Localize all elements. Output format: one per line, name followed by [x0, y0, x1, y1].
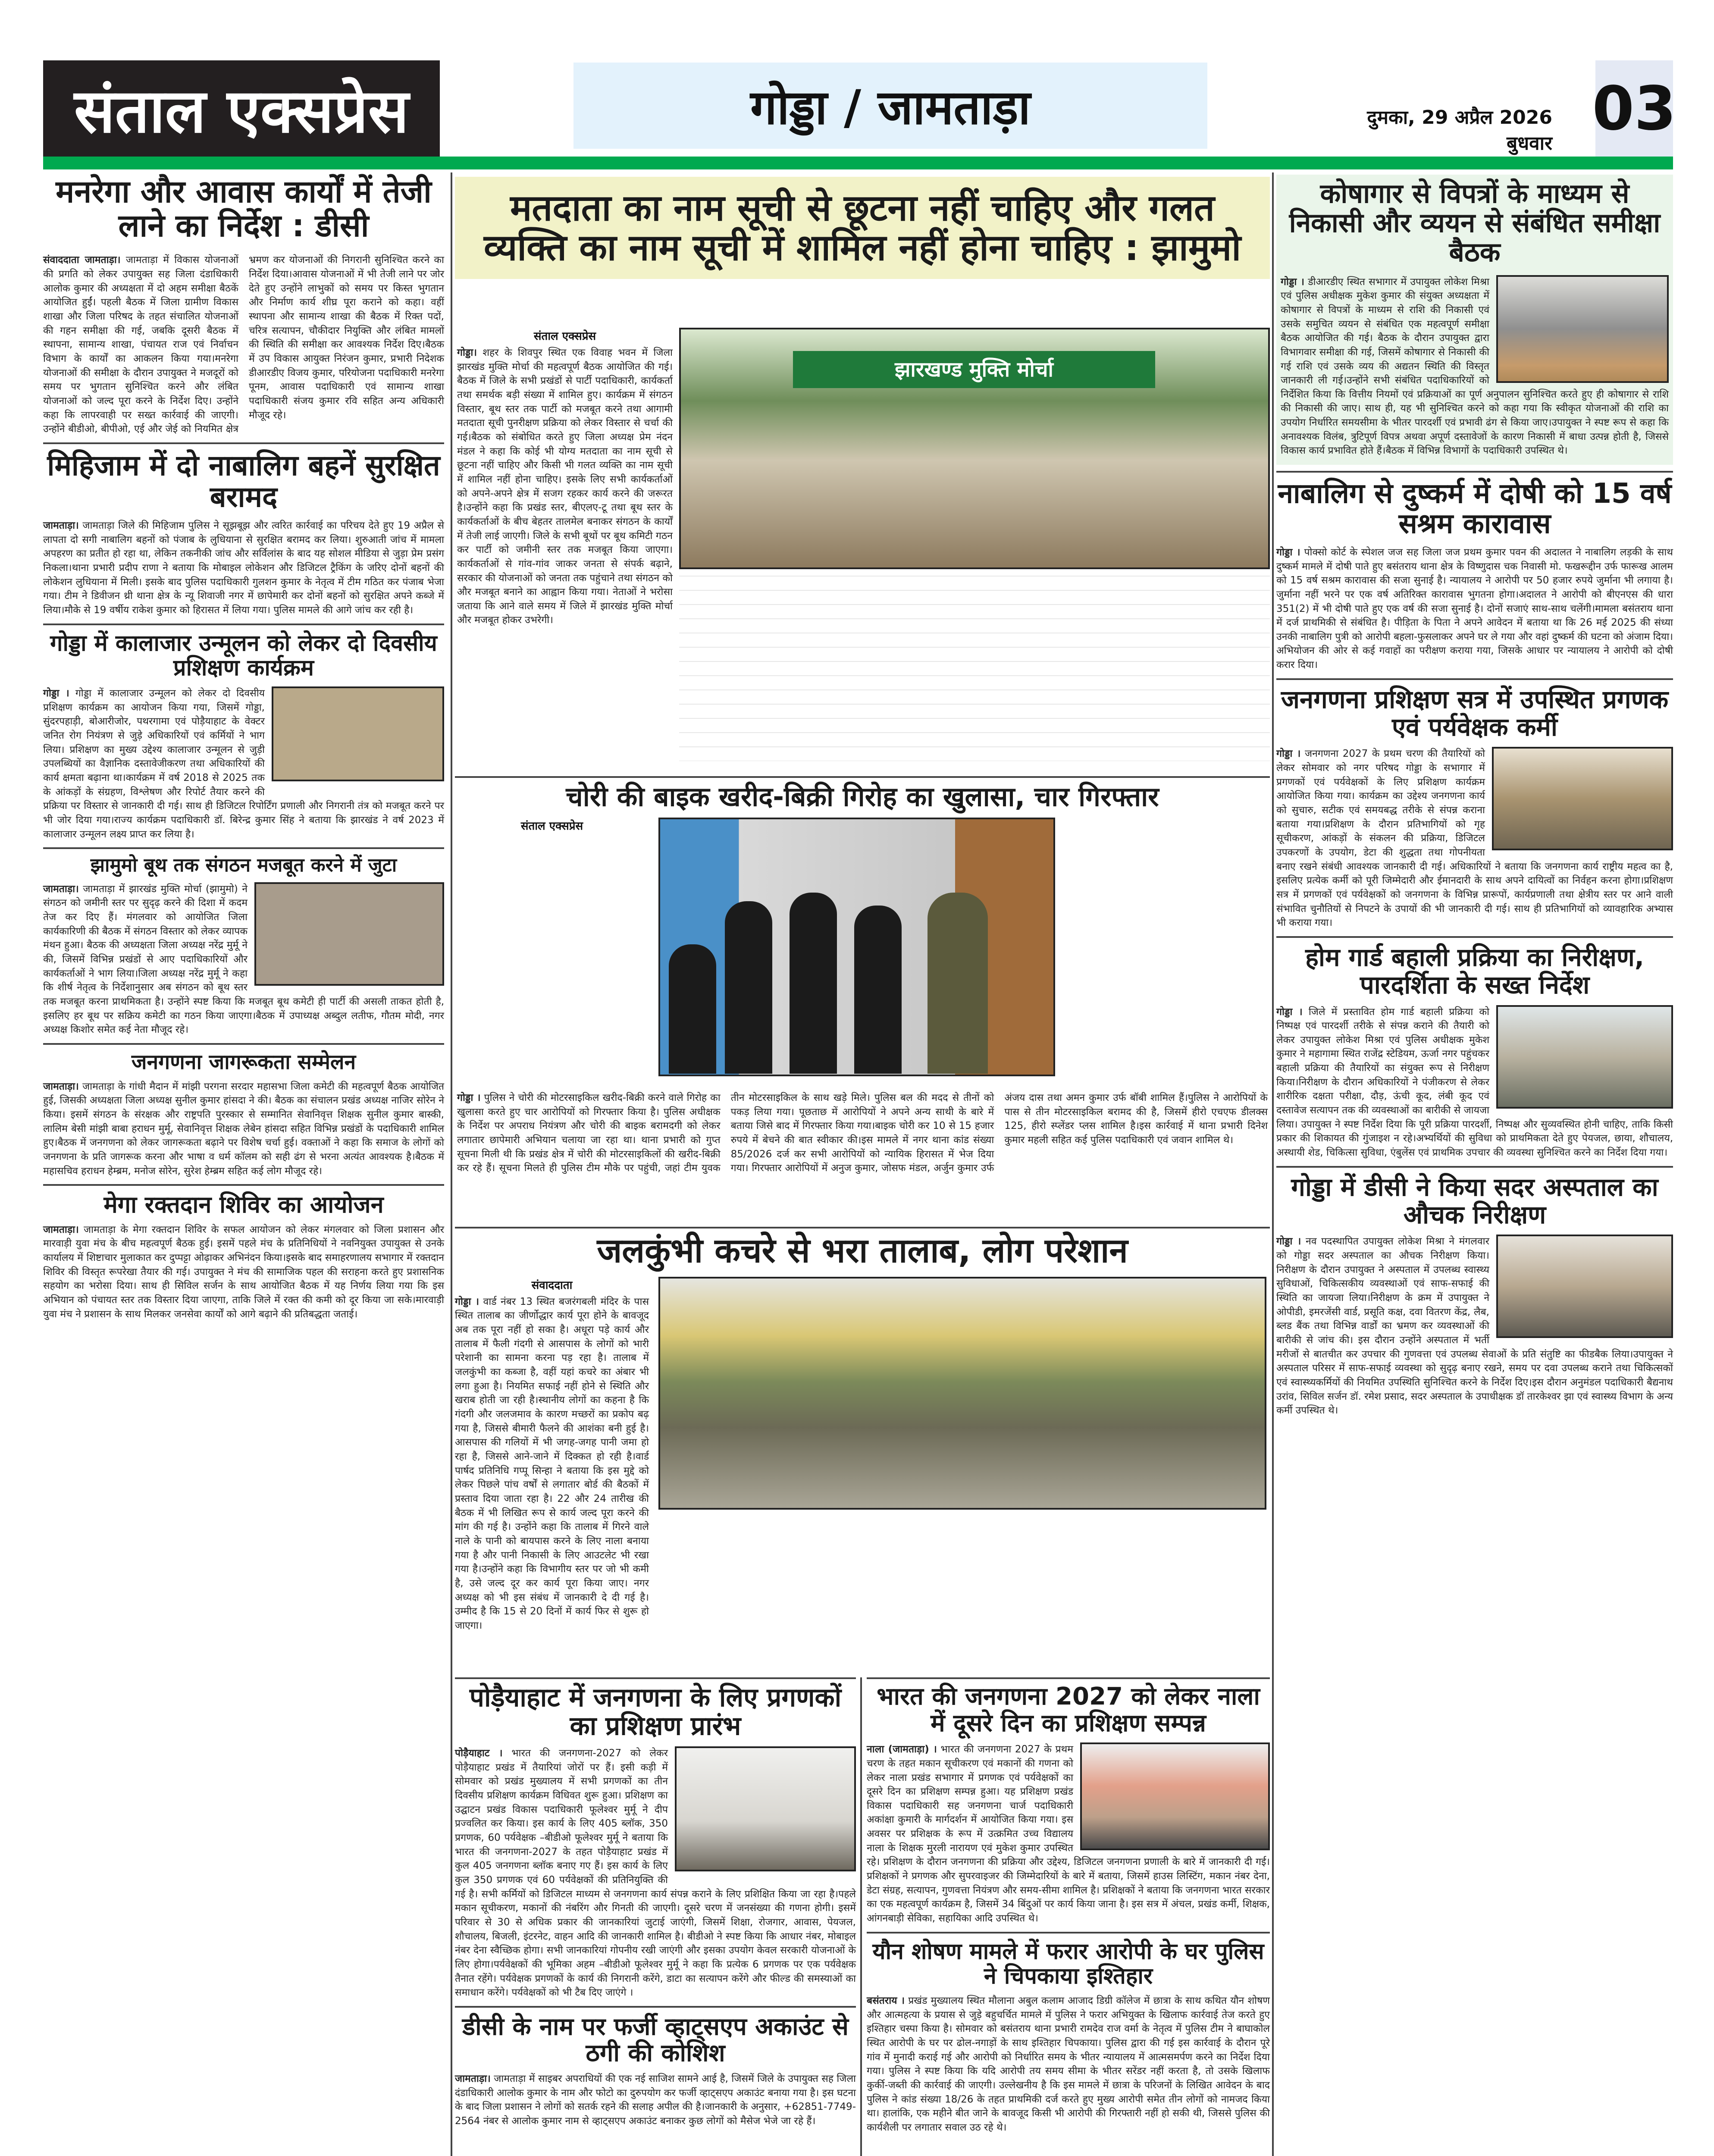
divider: [43, 442, 444, 444]
masthead-logo: संताल एक्सप्रेस: [43, 60, 440, 157]
header-divider: [43, 157, 1673, 169]
photo-arrested-accused: [658, 818, 1055, 1076]
dateline: गोड्डा ।: [1281, 276, 1304, 288]
divider: [43, 624, 444, 625]
article-text: जामताड़ा जिले की मिहिजाम पुलिस ने सूझबूझ और त्वरित कार्रवाई का परिचय देते हुए 19 अप्रैल से लापता दो सगी नाबालिग बहनों को पंजाब के लुधियाना से सुरक्षित बरामद कर लिया। शुरुआती जांच में मामला अपहरण का प्रतीत हो रहा था, लेकिन तकनीकी जांच और सर्विलांस के बाद यह सोशल मीडिया से जुड़ा प्रेम प्रसंग निकला।थाना प्रभारी प्रदीप राणा ने बताया कि मोबाइल लोकेशन और डिजिटल ट्रैकिंग के जरिए दोनों बहनों की लोकेशन लुधियाना में मिली। इसके बाद पुलिस पदाधिकारी गुलशन कुमार के नेतृत्व में टीम गठित कर पंजाब भेजा गया। टीम ने डिवीजन थ्री थाना क्षेत्र के न्यू शिवाजी नगर में छापेमारी कर दोनों बहनों को सुरक्षित अपने कब्जे में लिया।मौके से 19 वर्षीय राकेश कुमार को हिरासत में लिया गया। पुलिस मामले की आगे जांच कर रही है।: [43, 520, 445, 616]
article-body: [867, 1994, 1270, 2135]
headline: गोड्डा में कालाजार उन्मूलन को लेकर दो दिवसीय प्रशिक्षण कार्यक्रम: [50, 630, 437, 681]
dateline: गोड्डा ।: [1276, 1236, 1301, 1247]
dateline: जामताड़ा।: [43, 1081, 79, 1092]
photo-census-session: [1492, 747, 1673, 850]
headline: होम गार्ड बहाली प्रक्रिया का निरीक्षण, पारदर्शिता के सख्त निर्देश: [1305, 942, 1644, 1000]
article-body: [43, 519, 444, 617]
article-body: [867, 1742, 1270, 1926]
article-body: [43, 1080, 444, 1178]
article-mihijam: [43, 450, 444, 617]
dateline: जामताड़ा।: [43, 883, 79, 895]
photo-nala-training: [1080, 1742, 1270, 1850]
headline: भारत की जनगणना 2027 को लेकर नाला में दूसरे दिन का प्रशिक्षण सम्पन्न: [877, 1683, 1260, 1737]
article-text: जिले में प्रस्तावित होम गार्ड बहाली प्रक्रिया को निष्पक्ष एवं पारदर्शी तरीके से संपन्न कराने की तैयारी को लेकर उपायुक्त लोकेश मिश्रा एवं पुलिस अधीक्षक मुकेश कुमार ने महागामा स्थित राजेंद्र स्टेडियम, ऊर्जा नगर पहुंचकर बहाली प्रक्रिया की तैयारियों का संयुक्त रूप से निरीक्षण किया।निरीक्षण के दौरान अधिकारियों ने पंजीकरण से लेकर शारीरिक दक्षता परीक्षा, दौड़, ऊंची कूद, लंबी कूद एवं दस्तावेज सत्यापन तक की व्यवस्थाओं का बारीकी से जायजा लिया। उपायुक्त ने स्पष्ट निर्देश दिया कि पूरी प्रक्रिया पारदर्शी, निष्पक्ष और सुव्यवस्थित होनी चाहिए, ताकि किसी प्रकार की शिकायत की गुंजाइश न रहे।अभ्यर्थियों की सुविधा को प्राथमिकता देते हुए पेयजल, छाया, शौचालय, अस्थायी शेड, चिकित्सा सुविधा, एंबुलेंस एवं प्राथमिक उपचार की व्यवस्था सुनिश्चित करने का निर्देश दिया गया।: [1276, 1006, 1673, 1159]
article-text: गोड्डा में कालाजार उन्मूलन को लेकर दो दिवसीय प्रशिक्षण कार्यक्रम का आयोजन किया गया, जिसमें गोड्डा, सुंदरपहाड़ी, बोआरीजोर, पथरगामा एवं पोड़ैयाहाट के वेक्टर जनित रोग नियंत्रण से जुड़े अधिकारियों एवं कर्मियों ने भाग लिया। प्रशिक्षण का मुख्य उद्देश्य कालाजार उन्मूलन से जुड़ी उपलब्धियों का वैज्ञानिक दस्तावेजीकरण तथा अधिकारियों की कार्य क्षमता बढ़ाना था।कार्यक्रम में वर्ष 2018 से 2025 तक के आंकड़ों के संग्रहण, विश्लेषण और रिपोर्ट तैयार करने की प्रक्रिया पर विस्तार से जानकारी दी गई। साथ ही डिजिटल रिपोर्टिंग प्रणाली और निगरानी तंत्र को मजबूत करने पर भी जोर दिया गया।राज्य कार्यक्रम पदाधिकारी डॉ. बिरेन्द्र कुमार सिंह ने बताया कि झारखंड ने वर्ष 2023 में कालाजार उन्मूलन लक्ष्य प्राप्त कर लिया है।: [43, 688, 444, 840]
pond-col1: [455, 1277, 649, 1633]
pond-story-row: [455, 1277, 1270, 1633]
article-body: [455, 2072, 856, 2128]
byline: संताल एक्सप्रेस: [520, 820, 583, 833]
right-column: [1276, 175, 1673, 1418]
divider: [455, 2006, 856, 2008]
article-body: [1276, 1235, 1673, 1418]
headline: जनगणना जागरूकता सम्मेलन: [131, 1050, 356, 1074]
bike-story-row: [455, 818, 1270, 1076]
article-poraiyahat: [455, 1677, 856, 2128]
article-fake-whatsapp: [455, 2014, 856, 2128]
lead-headline-box: [455, 177, 1270, 279]
center-right-stack: [867, 1677, 1270, 2135]
headline: मेगा रक्तदान शिविर का आयोजन: [103, 1191, 384, 1219]
article-body: [43, 253, 444, 436]
article-body: [1276, 1005, 1673, 1160]
article-body: [43, 1223, 444, 1322]
hooded-person: [669, 944, 716, 1074]
headline: मतदाता का नाम सूची से छूटना नहीं चाहिए और गलत व्यक्ति का नाम सूची में शामिल नहीं होना चाहिए : झामुमो: [483, 187, 1241, 269]
article-text: भारत की जनगणना-2027 को लेकर पोड़ैयाहाट प्रखंड में तैयारियां जोरों पर हैं। इसी कड़ी में सोमवार को प्रखंड मुख्यालय में सभी प्रगणकों का तीन दिवसीय प्रशिक्षण कार्यक्रम विधिवत शुरू हुआ। प्रशिक्षण का उद्घाटन प्रखंड विकास पदाधिकारी फूलेश्वर मुर्मू ने दीप प्रज्वलित कर किया। इस कार्य के लिए 405 ब्लॉक, 350 प्रगणक, 60 पर्यवेक्षक –बीडीओ फूलेश्वर मुर्मू ने बताया कि भारत की जनगणना-2027 के तहत पोड़ैयाहाट प्रखंड में कुल 405 जनगणना ब्लॉक बनाए गए हैं। इस कार्य के लिए कुल 350 प्रगणक एवं 60 पर्यवेक्षकों की प्रतिनियुक्ति की गई है। सभी कर्मियों को डिजिटल माध्यम से जनगणना कार्य संपन्न कराने के लिए प्रशिक्षित किया जा रहा है।पहले मकान सूचीकरण, मकानों की नंबरिंग और गिनती की जाएगी। दूसरे चरण में जनसंख्या की गणना होगी। इसमें परिवार से 30 से अधिक प्रकार की जानकारियां जुटाई जाएंगी, जिसमें शिक्षा, रोजगार, आवास, पेयजल, शौचालय, बिजली, इंटरनेट, वाहन आदि की जानकारी शामिल है। बीडीओ ने स्पष्ट किया कि आधार नंबर, मोबाइल नंबर देना स्वैच्छिक होगा। सभी जानकारियां गोपनीय रखी जाएंगी और इसका उपयोग केवल सरकारी योजनाओं के लिए होगा।पर्यवेक्षकों की भूमिका अहम –बीडीओ फूलेश्वर मुर्मू ने कहा कि प्रत्येक 6 प्रगणक पर एक पर्यवेक्षक तैनात रहेंगे। पर्यवेक्षक प्रगणकों के कार्य की निगरानी करेंगे, डाटा का सत्यापन करेंगे और फील्ड की समस्याओं का समाधान करेंगे। पर्यवेक्षकों को भी टैब दिए जाएंगे ।: [455, 1748, 856, 1999]
photo-garbage-pond: [658, 1277, 1266, 1510]
headline: पोड़ैयाहाट में जनगणना के लिए प्रगणकों का प्रशिक्षण प्रारंभ: [469, 1683, 842, 1741]
headline: मनरेगा और आवास कार्यों में तेजी लाने का निर्देश : डीसी: [56, 173, 432, 244]
banner-text: झारखण्ड मुक्ति मोर्चा: [793, 351, 1155, 388]
headline: मिहिजाम में दो नाबालिग बहनें सुरक्षित बरामद: [47, 448, 440, 514]
article-pocso: [1276, 479, 1673, 672]
headline: यौन शोषण मामले में फरार आरोपी के घर पुलिस ने चिपकाया इश्तिहार: [872, 1938, 1264, 1989]
headline: डीसी के नाम पर फर्जी व्हाट्सएप अकाउंट से ठगी की कोशिश: [462, 2012, 849, 2068]
article-text: भारत की जनगणना 2027 के प्रथम चरण के तहत मकान सूचीकरण एवं मकानों की गणना को लेकर नाला प्रखंड सभागार में प्रगणक एवं पर्यवेक्षकों का दूसरे दिन का प्रशिक्षण सम्पन्न हुआ। यह प्रशिक्षण प्रखंड विकास पदाधिकारी सह जनगणना चार्ज पदाधिकारी अकांक्षा कुमारी के मार्गदर्शन में आयोजित किया गया। इस अवसर पर प्रशिक्षक के रूप में उत्क्रमित उच्च विद्यालय नाला के शिक्षक मुरली नारायण एवं मुकेश कुमार उपस्थित रहे। प्रशिक्षण के दौरान जनगणना की प्रक्रिया और उद्देश्य, डिजिटल जनगणना प्रणाली के बारे में जानकारी दी गई। प्रशिक्षकों ने प्रगणक और सुपरवाइजर की जिम्मेदारियों के बारे में बताया, जिसमें हाउस लिस्टिंग, मकान नंबर देना, डेटा संग्रह, सत्यापन, गुणवत्ता नियंत्रण और समय-सीमा शामिल है। प्रशिक्षकों ने बताया कि जनगणना भारत सरकार का एक महत्वपूर्ण कार्यक्रम है, जिसमें 34 बिंदुओं पर कार्य किया जाना है। इस सत्र में अंचल, प्रखंड कर्मी, शिक्षक, आंगनबाड़ी सेविका, सहायिका आदि उपस्थित थे।: [867, 1744, 1270, 1924]
column-rule: [860, 1677, 862, 2156]
byline: संवाददाता: [531, 1279, 573, 1292]
divider: [1276, 678, 1673, 680]
headline: चोरी की बाइक खरीद-बिक्री गिरोह का खुलासा, चार गिरफ्तार: [566, 781, 1159, 812]
police-officer: [928, 893, 988, 1074]
hooded-person: [854, 906, 902, 1074]
byline: संताल एक्सप्रेस: [533, 330, 596, 343]
photo-stadium-inspection: [1496, 1005, 1673, 1109]
article-text: जामताड़ा में विकास योजनाओं की प्रगति को लेकर उपायुक्त सह जिला दंडाधिकारी आलोक कुमार की अध्यक्षता में दो अहम समीक्षा बैठकें आयोजित हुईं। पहली बैठक में जिला ग्रामीण विकास शाखा और जिला परिषद के तहत संचालित योजनाओं की गहन समीक्षा की गई, जबकि दूसरी बैठक में स्थापना, सामान्य शाखा, पंचायत राज एवं निर्वाचन विभाग के कार्यों का आकलन किया गया।मनरेगा योजनाओं की समीक्षा के दौरान उपायुक्त ने मजदूरों को समय पर भुगतान सुनिश्चित करने और लंबित योजनाओं को जल्द पूरा करने के निर्देश दिए। उन्होंने कहा कि लापरवाही पर सख्त कार्रवाई की जाएगी। उन्होंने बीडीओ, बीपीओ, एई और जेई को नियमित क्षेत्र भ्रमण कर योजनाओं की निगरानी सुनिश्चित करने का निर्देश दिया।आवास योजनाओं में भी तेजी लाने पर जोर देते हुए उन्होंने लाभुकों को समय पर किस्त भुगतान और निर्माण कार्य शीघ्र पूरा कराने को कहा। वहीं स्थापना और सामान्य शाखा की बैठक में रिक्त पदों, चरित्र सत्यापन, चौकीदार नियुक्ति और लंबित मामलों की स्थिति की समीक्षा कर आवश्यक निर्देश दिए।बैठक में उप विकास आयुक्त निरंजन कुमार, प्रभारी निदेशक डीआरडीए विजय कुमार, परियोजना पदाधिकारी मनरेगा पूनम, आवास पदाधिकारी एवं सामान्य शाखा पदाधिकारी संजय कुमार रवि सहित अन्य अधिकारी मौजूद रहे।: [43, 254, 444, 435]
column-rule: [1272, 172, 1274, 2156]
article-text: प्रखंड मुख्यालय स्थित मौलाना अबुल कलाम आजाद डिग्री कॉलेज में छात्रा के साथ कथित यौन शोषण और आत्महत्या के प्रयास से जुड़े बहुचर्चित मामले में पुलिस ने फरार अभियुक्त के खिलाफ कार्रवाई तेज करते हुए इश्तिहार चस्पा किया है। सोमवार को बसंतराय थाना प्रभारी रामदेव राज वर्मा के नेतृत्व में पुलिस टीम ने बाघाकोल स्थित आरोपी के घर पर ढोल-नगाड़ों के साथ इश्तिहार चिपकाया। पुलिस द्वारा की गई इस कार्रवाई के दौरान पूरे गांव में मुनादी कराई गई और आरोपी को निर्धारित समय के भीतर न्यायालय में आत्मसमर्पण करने का निर्देश दिया गया। पुलिस ने स्पष्ट किया कि यदि आरोपी तय समय सीमा के भीतर सरेंडर नहीं करता है, तो उसके खिलाफ कुर्की-जब्ती की कार्रवाई की जाएगी। उल्लेखनीय है कि इस मामले में छात्रा के परिजनों के लिखित आवेदन के बाद पुलिस ने कांड संख्या 18/26 के तहत प्राथमिकी दर्ज करते हुए मुख्य आरोपी समेत तीन लोगों को नामजद किया था। हालांकि, एक महीने बीत जाने के बावजूद किसी भी आरोपी की गिरफ्तारी नहीं हो सकी थी, जिससे पुलिस की कार्यशैली पर लगातार सवाल उठ रहे थे।: [867, 1995, 1270, 2133]
headline: गोड्डा में डीसी ने किया सदर अस्पताल का औचक निरीक्षण: [1291, 1172, 1658, 1229]
photo-hospital-visit: [1496, 1235, 1673, 1338]
dateline: नाला (जामताड़ा) ।: [867, 1744, 937, 1755]
edition-date: दुमका, 29 अप्रैल 2026 बुधवार: [1367, 107, 1552, 154]
article-body: [455, 1295, 649, 1633]
bike-article-body: [457, 1091, 1268, 1175]
page-number: 03: [1595, 60, 1673, 157]
divider: [867, 1932, 1270, 1934]
divider: [43, 1184, 444, 1186]
dateline: गोड्डा ।: [1276, 546, 1300, 558]
article-text: पुलिस ने चोरी की मोटरसाइकिल खरीद-बिक्री करने वाले गिरोह का खुलासा करते हुए चार आरोपियों को गिरफ्तार किया है। पुलिस अधीक्षक के निर्देश पर अपराध नियंत्रण और चोरी की बाइक बरामदगी को लेकर लगातार छापेमारी अभियान चलाया जा रहा था। थाना प्रभारी को गुप्त सूचना मिली थी कि प्रखंड क्षेत्र में चोरी की मोटरसाइकिलों की खरीद-बिक्री कर रहे हैं। सूचना मिलते ही पुलिस टीम मौके पर पहुंची, जहां टीम युवक तीन मोटरसाइकिल के साथ खड़े मिले। पुलिस बल की मदद से तीनों को पकड़ लिया गया। पूछताछ में आरोपियों ने अपने अन्य साथी के बारे में बताया जिसे बाद में गिरफ्तार किया गया।बाइक चोरी कर 10 से 15 हजार रुपये में बेचने की बात स्वीकार की।इस मामले में नगर थाना कांड संख्या 85/2026 दर्ज कर सभी आरोपियों को न्यायिक हिरासत में भेज दिया गया। गिरफ्तार आरोपियों में अनुज कुमार, जोसफ मंडल, अर्जुन कुमार उर्फ अंजय दास तथा अमन कुमार उर्फ बॉबी शामिल हैं।पुलिस ने आरोपियों के पास से तीन मोटरसाइकिल बरामद की है, जिसमें हीरो एचएफ डीलक्स 125, हीरो स्प्लेंडर प्लस शामिल है।इस कार्रवाई में थाना प्रभारी दिनेश कुमार महली सहित कई पुलिस पदाधिकारी एवं जवान शामिल थे।: [457, 1092, 1268, 1174]
article-text: जामताड़ा के मेगा रक्तदान शिविर के सफल आयोजन को लेकर मंगलवार को जिला प्रशासन और मारवाड़ी युवा मंच के बीच महत्वपूर्ण बैठक हुई। इसमें पहले मंच के प्रतिनिधियों ने नवनियुक्त उपायुक्त से उनके कार्यालय में शिष्टाचार मुलाकात कर दुप्पट्टा ओढ़ाकर अभिनंदन किया।इसके बाद समाहरणालय सभागार में रक्तदान शिविर की विस्तृत रूपरेखा तैयार की गई। उपायुक्त ने मंच की सामाजिक पहल की सराहना करते हुए प्रशासनिक सहयोग का भरोसा दिया। साथ ही सिविल सर्जन के साथ आयोजित बैठक में यह निर्णय लिया गया कि इस अभियान को पंचायत स्तर तक विस्तार दिया जाएगा, ताकि जिले में रक्त की कमी को दूर किया जा सके।मारवाड़ी युवा मंच ने प्रशासन के साथ मिलकर जनसेवा कार्यों को आगे बढ़ाने की प्रतिबद्धता जताई।: [43, 1224, 445, 1320]
article-sexual-abuse: [867, 1940, 1270, 2135]
dateline: गोड्डा।: [457, 347, 477, 358]
dateline: गोड्डा ।: [1276, 1006, 1303, 1018]
article-pond: [455, 1227, 1270, 1633]
article-census-awareness: [43, 1051, 444, 1178]
divider: [1276, 471, 1673, 473]
dateline: गोड्डा ।: [457, 1092, 481, 1103]
article-text: डीआरडीए स्थित सभागार में उपायुक्त लोकेश मिश्रा एवं पुलिस अधीक्षक मुकेश कुमार की संयुक्त अध्यक्षता में कोषागार से विपत्रों के माध्यम से राशि की निकासी एवं उसके समुचित व्ययन से संबंधित एक महत्वपूर्ण समीक्षा बैठक आयोजित की गई। बैठक के दौरान उपायुक्त द्वारा विभागवार समीक्षा की गई, जिसमें कोषागार से निकासी की गई राशि एवं उसके व्यय की अद्यतन स्थिति की विस्तृत जानकारी ली गई।उन्होंने सभी संबंधित पदाधिकारियों को निर्देशित किया कि वित्तीय नियमों एवं प्रक्रियाओं का पूर्ण अनुपालन सुनिश्चित करते हुए ही कोषागार से राशि की निकासी की जाए। साथ ही, यह भी सुनिश्चित करने को कहा गया कि स्वीकृत योजनाओं की राशि का उपयोग निर्धारित समयसीमा के भीतर पारदर्शी एवं प्रभावी ढंग से किया जाए।उपायुक्त ने स्पष्ट रूप से कहा कि अनावश्यक विलंब, त्रुटिपूर्ण विपत्र अथवा अपूर्ण दस्तावेजों के कारण निकासी में बाधा उत्पन्न होती है, जिससे विकास कार्य प्रभावित होते हैं।बैठक में विभिन्न विभागों के पदाधिकारी उपस्थित थे।: [1281, 276, 1669, 457]
column-rule: [451, 172, 452, 2156]
article-body: [1281, 275, 1669, 458]
article-text: जामताड़ा के गांधी मैदान में मांझी परगना सरदार महासभा जिला कमेटी की महत्वपूर्ण बैठक आयोजित हुई, जिसकी अध्यक्षता जिला अध्यक्ष सुनील कुमार हांसदा ने की। बैठक का संचालन प्रखंड अध्यक्ष नाजिर सोरेन ने किया। इसमें संगठन के संरक्षक और राष्ट्रपति पुरस्कार से सम्मानित सेवानिवृत्त शिक्षक सुनील कुमार बास्की, लालिम बेसी मांझी बाबा हराधन मुर्मू, सेवानिवृत्त शिक्षक लेबेन हांसदा सहित विभिन्न प्रखंडों के पदाधिकारी शामिल हुए।बैठक में जनगणना को लेकर जागरूकता बढ़ाने पर विशेष चर्चा हुई। वक्ताओं ने कहा कि समाज के लोगों को जनगणना के प्रति जागरूक करना और भाषा व धर्म कॉलम को सही ढंग से भरना अत्यंत आवश्यक है।बैठक में महासचिव हराधन हेम्ब्रम, मनोज सोरेन, सुरेश हेम्ब्रम सहित कई लोग मौजूद रहे।: [43, 1081, 444, 1177]
dateline: बसंतराय ।: [867, 1995, 905, 2007]
divider: [867, 1677, 1270, 1679]
article-text: नव पदस्थापित उपायुक्त लोकेश मिश्रा ने मंगलवार को गोड्डा सदर अस्पताल का औचक निरीक्षण किया। निरीक्षण के दौरान उपायुक्त ने अस्पताल में उपलब्ध स्वास्थ्य सुविधाओं, चिकित्सकीय व्यवस्थाओं एवं साफ-सफाई की स्थिति का जायजा लिया।निरीक्षण के क्रम में उपायुक्त ने ओपीडी, इमरजेंसी वार्ड, प्रसूति कक्ष, दवा वितरण केंद्र, लैब, ब्लड बैंक तथा विभिन्न वार्डों का भ्रमण कर व्यवस्थाओं की बारीकी से जांच की। इस दौरान उन्होंने अस्पताल में भर्ती मरीजों से बातचीत कर उपचार की गुणवत्ता एवं उपलब्ध सेवाओं के प्रति संतुष्टि का फीडबैक लिया।उपायुक्त ने अस्पताल परिसर में साफ-सफाई व्यवस्था को सुदृढ़ बनाए रखने, समय पर दवा उपलब्ध कराने तथा चिकित्सकों एवं स्वास्थ्यकर्मियों की नियमित उपस्थिति सुनिश्चित करने के निर्देश दिए।इस दौरान अनुमंडल पदाधिकारी बैद्यनाथ उरांव, सिविल सर्जन डॉ. रमेश प्रसाद, सदर अस्पताल के उपाधीक्षक डॉ तारकेश्वर झा एवं स्वास्थ्य विभाग के अन्य कर्मी उपस्थित थे।: [1276, 1236, 1673, 1416]
divider: [43, 1043, 444, 1045]
dateline: गोड्डा ।: [455, 1296, 479, 1307]
divider: [43, 847, 444, 849]
article-kalazar: [43, 631, 444, 842]
article-body: [455, 1746, 856, 2000]
article-body: [1276, 545, 1673, 672]
article-blood-camp: [43, 1192, 444, 1321]
dateline: जामताड़ा।: [43, 520, 79, 532]
headline: जलकुंभी कचरे से भरा तालाब, लोग परेशान: [597, 1232, 1128, 1270]
article-hospital: [1276, 1174, 1673, 1418]
article-homeguard: [1276, 944, 1673, 1160]
dateline: गोड्डा ।: [43, 688, 69, 699]
headline: कोषागार से विपत्रों के माध्यम से निकासी और व्ययन से संबंधित समीक्षा बैठक: [1289, 178, 1661, 268]
photo-jmm-meeting-stage: [679, 328, 1270, 569]
article-text: जामताड़ा में झारखंड मुक्ति मोर्चा (झामुमो) ने संगठन को जमीनी स्तर पर सुदृढ़ करने की दिशा में कदम तेज कर दिए हैं। मंगलवार को आयोजित जिला कार्यकारिणी की बैठक में संगठन विस्तार को लेकर व्यापक मंथन हुआ। बैठक की अध्यक्षता जिला अध्यक्ष नरेंद्र मुर्मू ने की, जिसमें विभिन्न प्रखंडों से आए पदाधिकारियों और कार्यकर्ताओं ने भाग लिया।जिला अध्यक्ष नरेंद्र मुर्मू ने कहा कि शीर्ष नेतृत्व के निर्देशानुसार अब संगठन को बूथ स्तर तक मजबूत करना प्राथमिकता है। उन्होंने स्पष्ट किया कि मजबूत बूथ कमेटी ही पार्टी की असली ताकत होती है, इसलिए हर बूथ पर सक्रिय कमेटी का गठन किया जाएगा।बैठक में उपाध्यक्ष अब्दुल लतीफ, गौतम मोदी, नगर अध्यक्ष किशोर समेत कई नेता मौजूद रहे।: [43, 883, 444, 1036]
article-body: [43, 686, 444, 841]
dateline: संवाददाता जामताड़ा।: [43, 254, 121, 266]
divider: [455, 776, 1270, 778]
dateline: जामताड़ा।: [455, 2073, 491, 2084]
article-text: जामताड़ा में साइबर अपराधियों की एक नई साजिश सामने आई है, जिसमें जिले के उपायुक्त सह जिला दंडाधिकारी आलोक कुमार के नाम और फोटो का दुरुपयोग कर फर्जी व्हाट्सएप अकाउंट बनाया गया है। इस घटना के बाद जिला प्रशासन ने लोगों को सतर्क रहने की सलाह अपील की है।जानकारी के अनुसार, +62851-7749-2564 नंबर से आलोक कुमार नाम से व्हाट्सएप अकाउंट बनाकर कुछ लोगों को मैसेज भेजे जा रहे हैं।: [455, 2073, 856, 2127]
article-bike-theft: [455, 776, 1270, 1076]
headline: झामुमो बूथ तक संगठन मजबूत करने में जुटा: [90, 854, 397, 877]
divider: [455, 1677, 856, 1679]
photo-jmm-meeting: [254, 882, 444, 986]
photo-census-training: [675, 1746, 856, 1871]
article-census-training: [1276, 686, 1673, 930]
headline: जनगणना प्रशिक्षण सत्र में उपस्थित प्रगणक एवं पर्यवेक्षक कर्मी: [1281, 684, 1669, 742]
article-jmm-booth: [43, 855, 444, 1037]
headline: नाबालिग से दुष्कर्म में दोषी को 15 वर्ष सश्रम कारावास: [1278, 478, 1672, 540]
divider: [1276, 936, 1673, 938]
dateline: जामताड़ा।: [43, 1224, 79, 1235]
dateline: गोड्डा ।: [1276, 748, 1301, 760]
lead-story-continued-lines: [679, 576, 1270, 761]
lead-story-col1: [457, 328, 673, 627]
article-text: जनगणना 2027 के प्रथम चरण की तैयारियों को लेकर सोमवार को नगर परिषद गोड्डा के सभागार में प्रगणकों एवं पर्यवेक्षकों के लिए प्रशिक्षण कार्यक्रम आयोजित किया गया। कार्यक्रम का उद्देश्य जनगणना कार्य को सुचारु, सटीक एवं समयबद्ध तरीके से संपन्न कराना बताया गया।प्रशिक्षण के दौरान प्रतिभागियों को गृह सूचीकरण, आंकड़ों के संकलन की प्रक्रिया, डिजिटल उपकरणों के उपयोग, डेटा की शुद्धता तथा गोपनीयता बनाए रखने संबंधी आवश्यक जानकारी दी गई। अधिकारियों ने बताया कि जनगणना कार्य राष्ट्रीय महत्व का है, इसलिए प्रत्येक कर्मी को पूरी जिम्मेदारी और ईमानदारी के साथ अपने दायित्वों का निर्वहन करना होगा।प्रशिक्षण सत्र में प्रगणकों एवं पर्यवेक्षकों को जनगणना के विभिन्न प्रारूपों, कार्यप्रणाली तथा क्षेत्रीय स्तर पर आने वाली संभावित चुनौतियों से निपटने के उपायों की भी जानकारी दी गई। साथ ही प्रतिभागियों को व्यावहारिक अभ्यास भी कराया गया।: [1276, 748, 1673, 929]
article-text: वार्ड नंबर 13 स्थित बजरंगबली मंदिर के पास स्थित तालाब का जीर्णोद्धार कार्य पूरा होने के बावजूद अब तक पूरा नहीं हो सका है। अधूरा पड़े कार्य और तालाब में फैली गंदगी से आसपास के लोगों को भारी परेशानी का सामना करना पड़ रहा है। तालाब में जलकुंभी का कब्जा है, वहीं यहां कचरे का अंबार भी लगा हुआ है। नियमित सफाई नहीं होने से स्थिति और खराब होती जा रही है।स्थानीय लोगों का कहना है कि गंदगी और जलजमाव के कारण मच्छरों का प्रकोप बढ़ गया है, जिससे बीमारी फैलने की आशंका बनी हुई है। आसपास की गलियों में भी जगह-जगह पानी जमा हो रहा है, जिससे आने-जाने में दिक्कत हो रही है।वार्ड पार्षद प्रतिनिधि गप्पू सिन्हा ने बताया कि इस मुद्दे को लेकर पिछले पांच वर्षों से लगातार बोर्ड की बैठकों में प्रस्ताव दिया जाता रहा है। 22 और 24 तारीख की बैठक में भी लिखित रूप से कार्य जल्द पूरा करने की मांग की गई है। उन्होंने कहा कि तालाब में गिरने वाले नाले के पानी को बायपास करने के लिए नाला बनाया गया है और पानी निकासी के लिए आउटलेट भी रखा गया है।उन्होंने कहा कि विभागीय स्तर पर जो भी कमी है, उसे जल्द दूर कर कार्य पूरा किया जाए। नगर अध्यक्ष को भी इस संबंध में जानकारी दे दी गई है। उम्मीद है कि 15 से 20 दिनों में कार्य फिर से शुरू हो जाएगा।: [455, 1296, 649, 1631]
hooded-person: [725, 901, 772, 1074]
article-text: पोक्सो कोर्ट के स्पेशल जज सह जिला जज प्रथम कुमार पवन की अदालत ने नाबालिग लड़की के साथ दुष्कर्म मामले में दोषी पाते हुए बसंतराय थाना क्षेत्र के विष्णुदास चक निवासी मो. फखरूद्दीन उर्फ फारूख आलम को 15 वर्ष सश्रम कारावास की सजा सुनाई है। न्यायालय ने आरोपी पर 50 हजार रुपये जुर्माना भी लगाया है। जुर्माना नहीं भरने पर एक वर्ष अतिरिक्त कारावास भुगतना होगा।अदालत ने आरोपी को बीएनएस की धारा 351(2) में भी दोषी पाते हुए एक वर्ष की सजा सुनाई है। दोनों सजाएं साथ-साथ चलेंगी।मामला बसंतराय थाना में दर्ज प्राथमिकी से संबंधित है। पीड़िता के पिता ने अपने आवेदन में बताया था कि 26 मई 2025 की संध्या उनकी नाबालिग पुत्री को आरोपी बहला-फुसलाकर अपने घर ले गया और वहां दुष्कर्म की घटना को अंजाम दिया।अभियोजन की ओर से कई गवाहों का परीक्षण कराया गया, जिसके आधार पर न्यायालय ने आरोपी को दोषी करार दिया।: [1276, 546, 1673, 671]
article-body: [1276, 747, 1673, 930]
article-mnrega: [43, 175, 444, 436]
hooded-person: [790, 893, 837, 1074]
bike-col1: [455, 818, 649, 1076]
divider: [455, 1227, 1270, 1228]
photo-review-meeting: [1496, 275, 1669, 383]
divider: [1276, 1166, 1673, 1168]
article-nala-census: [867, 1683, 1270, 1926]
dateline: पोड़ैयाहाट ।: [455, 1748, 503, 1759]
left-column: [43, 175, 444, 1321]
article-treasury: [1276, 175, 1673, 465]
photo-training-hall: [272, 686, 444, 781]
lead-story-body: [457, 346, 673, 627]
article-body: [43, 882, 444, 1037]
article-text: शहर के शिवपुर स्थित एक विवाह भवन में जिला झारखंड मुक्ति मोर्चा की महत्वपूर्ण बैठक आयोजित की गई। बैठक में जिले के सभी प्रखंडों से पार्टी पदाधिकारी, कार्यकर्ता तथा समर्थक बड़ी संख्या में शामिल हुए। कार्यक्रम में संगठन विस्तार, बूथ स्तर तक पार्टी को मजबूत करने तथा आगामी मतदाता सूची पुनरीक्षण प्रक्रिया को लेकर विस्तार से चर्चा की गई।बैठक को संबोधित करते हुए जिला अध्यक्ष प्रेम नंदन मंडल ने कहा कि कोई भी योग्य मतदाता का नाम सूची से छूटना नहीं चाहिए और किसी भी गलत व्यक्ति का नाम सूची में शामिल नहीं होना चाहिए। इसके लिए सभी कार्यकर्ताओं को अपने-अपने क्षेत्र में सजग रहकर कार्य करने की जरूरत है।उन्होंने कहा कि प्रखंड स्तर, बीएलए-टू तथा बूथ स्तर के कार्यकर्ताओं के बीच बेहतर तालमेल बनाकर संगठन के कार्यों में तेजी लाई जाएगी। जिले के सभी बूथों पर बूथ कमिटी गठन कर पार्टी को जमीनी स्तर तक मजबूत किया जाएगा।कार्यकर्ताओं से गांव-गांव जाकर जनता से संपर्क बढ़ाने, सरकार की योजनाओं को जनता तक पहुंचाने तथा संगठन को और मजबूत बनाने का आह्वान किया गया। नेताओं ने भरोसा जताया कि आने वाले समय में जिले में झारखंड मुक्ति मोर्चा और मजबूत होकर उभरेगी।: [457, 347, 673, 626]
section-title: गोड्डा / जामताड़ा: [573, 63, 1207, 149]
